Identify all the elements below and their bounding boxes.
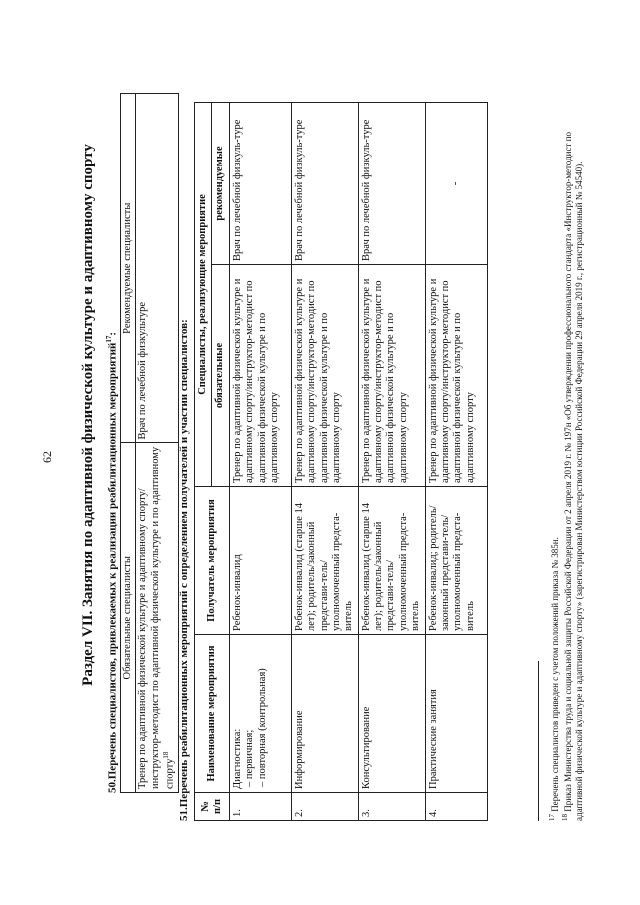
section-50-heading-end: : bbox=[106, 331, 119, 336]
list-item: – первичная; bbox=[244, 638, 256, 777]
row-name: Практические занятия bbox=[425, 635, 487, 793]
row-name: Диагностика: bbox=[231, 728, 243, 789]
section-51-heading: 51.Перечень реабилитационных мероприятий с определением получателей и участии специалистов: bbox=[178, 319, 190, 821]
row-required: Тренер по адаптивной физической культуре и адаптивному спорту/инструктор-методист по адаптивной физической культуре и по адаптивному спорту bbox=[425, 265, 487, 487]
row-required: Тренер по адаптивной физической культуре и адаптивному спорту/инструктор-методист по адаптивной физической культуре и по адаптивному спорту bbox=[358, 265, 425, 487]
header-recipient: Получатель мероприятия bbox=[195, 487, 230, 635]
footnote-ref-17: 17 bbox=[105, 335, 113, 343]
specialists-table bbox=[120, 93, 179, 793]
section-title: Раздел VII. Занятия по адаптивной физической культуре и адаптивному спорту bbox=[80, 144, 96, 686]
page-number: 62 bbox=[40, 451, 54, 463]
recommended-specialists-cell: Врач по лечебной физкультуре bbox=[136, 94, 179, 444]
row-recipient: Ребенок-инвалид; родитель/законный представи-тель/уполномоченный предста-витель bbox=[425, 487, 487, 635]
col-recommended-header: Рекомендуемые специалисты bbox=[121, 94, 136, 444]
row-recommended: - bbox=[425, 103, 487, 265]
header-num: № п/п bbox=[195, 793, 230, 821]
row-num: 4. bbox=[425, 793, 487, 821]
row-num: 2. bbox=[291, 793, 358, 821]
col-required-header: Обязательные специалисты bbox=[121, 443, 136, 793]
table-row bbox=[358, 103, 425, 821]
header-name: Наименование мероприятия bbox=[195, 635, 230, 793]
footnote-18-text: Приказ Министерства труда и социальной защиты Российской Федерации от 2 апреля 2019 г. № 197н «Об утверждении профессионального стандарта «Инструктор-методист по адаптивной физической культуре и адаптивному спорту» (зарегистрирован Министерством юстиции Российской Федерации 29 апреля 2019 г., регистрационный № 54540). bbox=[563, 132, 585, 821]
header-specialists: Специалисты, реализующие мероприятие bbox=[195, 103, 212, 487]
table-row bbox=[425, 103, 487, 821]
row-name: Информирование bbox=[291, 635, 358, 793]
footnote-ref-18: 18 bbox=[162, 751, 171, 759]
row-required: Тренер по адаптивной физической культуре и адаптивному спорту/инструктор-методист по адаптивной физической культуре и по адаптивному спорту bbox=[291, 265, 358, 487]
table-row bbox=[229, 103, 291, 821]
row-recommended: Врач по лечебной физкуль-туре bbox=[291, 103, 358, 265]
measures-header-row-1 bbox=[195, 103, 212, 821]
section-50-heading-text: 50.Перечень специалистов, привлекаемых к реализации реабилитационных мероприятий bbox=[106, 342, 119, 793]
footnote-17-text: Перечень специалистов приведен с учетом положений приказа № 385н. bbox=[550, 537, 560, 812]
specialists-table-header-row bbox=[121, 94, 136, 793]
header-recommended: рекомендуемые bbox=[212, 103, 229, 265]
footnote-17 bbox=[548, 537, 561, 821]
row-required: Тренер по адаптивной физической культуре и адаптивному спорту/инструктор-методист по адаптивной физической культуре и по адаптивному спорту bbox=[229, 265, 291, 487]
row-recipient: Ребенок-инвалид (старше 14 лет); родитель/законный представи-тель/уполномоченный предста-витель bbox=[291, 487, 358, 635]
list-item: – повторная (контрольная) bbox=[257, 638, 269, 777]
required-specialists-text: Тренер по адаптивной физической культуре и адаптивному спорту/ инструктор-методист по адаптивной физической культуре и по адаптивному спорту bbox=[137, 446, 176, 789]
row-name-cell bbox=[229, 635, 291, 793]
specialists-table-row bbox=[136, 94, 179, 793]
row-recommended: Врач по лечебной физкуль-туре bbox=[229, 103, 291, 265]
row-name: Консультирование bbox=[358, 635, 425, 793]
header-required: обязательные bbox=[212, 265, 229, 487]
row-recipient: Ребенок-инвалид (старше 14 лет); родитель/законный представи-тель/уполномоченный предста-витель bbox=[358, 487, 425, 635]
footnote-18-mark: 18 bbox=[561, 814, 569, 821]
table-row bbox=[291, 103, 358, 821]
row-num: 3. bbox=[358, 793, 425, 821]
measures-table bbox=[194, 102, 488, 821]
section-50-heading bbox=[105, 332, 120, 793]
row-recipient: Ребенок-инвалид bbox=[229, 487, 291, 635]
footnote-divider bbox=[538, 661, 539, 821]
row-num: 1. bbox=[229, 793, 291, 821]
footnote-18 bbox=[561, 101, 586, 821]
required-specialists-cell bbox=[136, 443, 179, 793]
footnote-17-mark: 17 bbox=[548, 814, 556, 821]
row-recommended: Врач по лечебной физкуль-туре bbox=[358, 103, 425, 265]
diagnostics-list bbox=[244, 638, 269, 789]
